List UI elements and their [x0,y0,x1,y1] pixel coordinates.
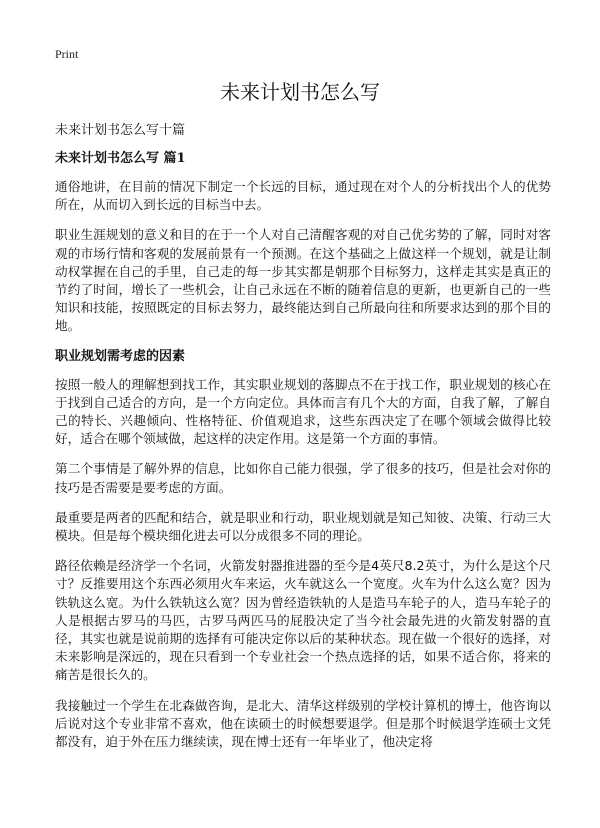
paragraph: 我接触过一个学生在北森做咨询，是北大、清华这样级别的学校计算机的博士，他咨询以后说对这个专业非常不喜欢，他在读硕士的时候想要退学。但是那个时候退学连硕士文凭都没有，迫于外在压力继续读，现在博士还有一年毕业了，他决定将 [55,697,551,750]
section-heading-1: 未来计划书怎么写 篇1 [55,151,186,166]
section-heading-2: 职业规划需考虑的因素 [55,348,186,364]
paragraph: 第二个事情是了解外界的信息，比如你自己能力很强，学了很多的技巧，但是社会对你的技巧是否需要是要考虑的方面。 [55,461,551,495]
paragraph: 通俗地讲，在目前的情况下制定一个长远的目标，通过现在对个人的分析找出个人的优势所在，从而切入到长远的目标当中去。 [55,179,551,213]
document-body [55,122,551,763]
paragraph: 职业生涯规划的意义和目的在于一个人对自己清醒客观的对自己优劣势的了解，同时对客观的市场行情和客观的发展前景有一个预测。在这个基础之上做这样一个规划，就是让制动权掌握在自己的手里，自己走的每一步其实都是朝那个目标努力，这样走其实是真正的节约了时间，增长了一些机会，让自己永远在不断的随着信息的更新，也更新自己的一些知识和技能，按照既定的目标去努力，最终能达到自己所最向往和所要求达到的那个目的地。 [55,227,551,334]
document-subtitle: 未来计划书怎么写十篇 [55,123,186,138]
print-label: Print [55,47,79,61]
paragraph: 路径依赖是经济学一个名词，火箭发射器推进器的至今是4英尺8.2英寸，为什么是这个尺寸？反推要用这个东西必须用火车来运，火车就这么一个宽度。火车为什么这么宽？因为铁轨这么宽。为什么铁轨这么宽？因为曾经造铁轨的人是造马车轮子的人，造马车轮子的人是根据古罗马的马匹，古罗马两匹马的屁股决定了当今社会最先进的火箭发射器的直径，其实也就是说前期的选择有可能决定你以后的某种状态。现在做一个很好的选择，对未来影响是深远的，现在只看到一个专业社会一个热点选择的话，如果不适合你，将来的痛苦是很长久的。 [55,558,551,683]
paragraph: 按照一般人的理解想到找工作，其实职业规划的落脚点不在于找工作，职业规划的核心在于找到自己适合的方向，是一个方向定位。具体而言有几个大的方面，自我了解，了解自己的特长、兴趣倾向、性格特征、价值观追求，这些东西决定了在哪个领域会做得比较好，适合在哪个领域做，起这样的决定作用。这是第一个方面的事情。 [55,376,551,447]
document-title: 未来计划书怎么写 [220,80,380,104]
paragraph: 最重要是两者的匹配和结合，就是职业和行动，职业规划就是知己知彼、决策、行动三大模块。但是每个模块细化进去可以分成很多不同的理论。 [55,509,551,544]
